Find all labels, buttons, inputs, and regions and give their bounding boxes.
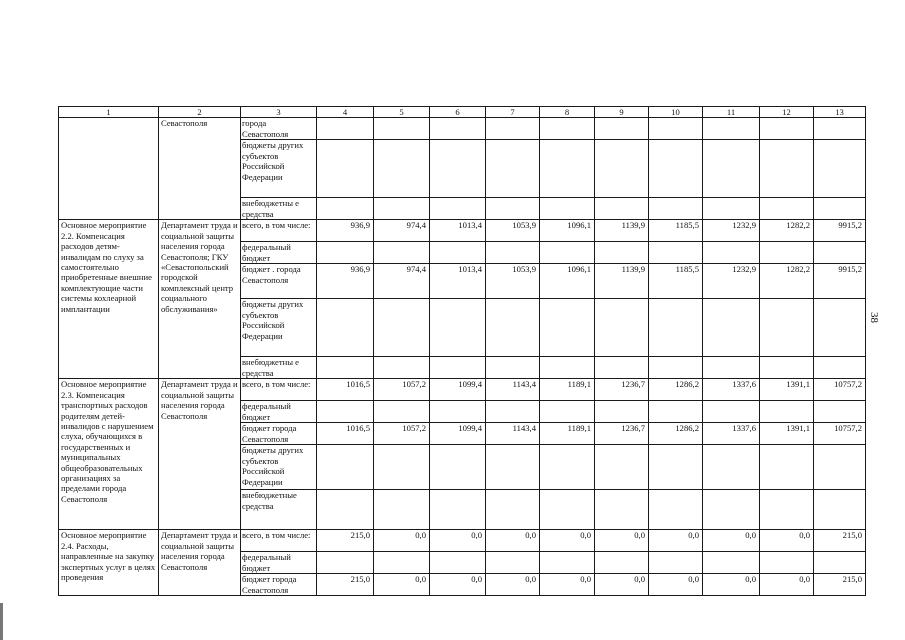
value-cell	[649, 299, 703, 357]
value-cell	[430, 299, 486, 357]
table-row	[59, 530, 866, 552]
value-cell: 0,0	[486, 530, 540, 552]
value-cell	[317, 490, 374, 530]
executor-cell: Департамент труда и социальной защиты населения города Севастополя; ГКУ «Севастопольский городской комплексный центр социального обслуживания»	[159, 220, 241, 379]
value-cell	[649, 490, 703, 530]
funding-source-cell: бюджет города Севастополя	[241, 423, 317, 445]
value-cell: 0,0	[703, 574, 760, 596]
funding-source-cell: бюджеты других субъектов Российской Федерации	[241, 445, 317, 490]
value-cell	[760, 242, 814, 264]
value-cell	[814, 490, 866, 530]
value-cell	[760, 445, 814, 490]
value-cell: 936,9	[317, 220, 374, 242]
value-cell	[540, 140, 595, 198]
value-cell	[649, 445, 703, 490]
value-cell	[649, 140, 703, 198]
value-cell	[430, 552, 486, 574]
value-cell	[760, 357, 814, 379]
value-cell	[374, 552, 430, 574]
value-cell: 0,0	[649, 530, 703, 552]
value-cell	[317, 445, 374, 490]
value-cell	[703, 490, 760, 530]
value-cell	[486, 357, 540, 379]
value-cell	[430, 198, 486, 220]
table-row	[59, 379, 866, 401]
value-cell: 1189,1	[540, 379, 595, 401]
value-cell	[540, 552, 595, 574]
value-cell	[317, 401, 374, 423]
value-cell	[430, 357, 486, 379]
value-cell	[486, 490, 540, 530]
value-cell	[430, 445, 486, 490]
value-cell	[703, 242, 760, 264]
column-number: 1	[59, 107, 159, 118]
value-cell	[374, 198, 430, 220]
value-cell	[486, 140, 540, 198]
value-cell: 1139,9	[595, 264, 649, 299]
value-cell: 0,0	[486, 574, 540, 596]
value-cell	[317, 357, 374, 379]
value-cell: 1016,5	[317, 379, 374, 401]
value-cell: 1096,1	[540, 264, 595, 299]
value-cell	[760, 198, 814, 220]
value-cell: 1057,2	[374, 423, 430, 445]
value-cell	[374, 140, 430, 198]
value-cell: 215,0	[814, 574, 866, 596]
value-cell: 1099,4	[430, 379, 486, 401]
column-number: 9	[595, 107, 649, 118]
value-cell: 1016,5	[317, 423, 374, 445]
value-cell: 10757,2	[814, 423, 866, 445]
executor-cell: Департамент труда и социальной защиты населения города Севастополя	[159, 379, 241, 530]
column-number: 11	[703, 107, 760, 118]
value-cell: 0,0	[760, 574, 814, 596]
value-cell	[430, 242, 486, 264]
value-cell	[540, 118, 595, 140]
value-cell: 9915,2	[814, 220, 866, 242]
value-cell	[760, 299, 814, 357]
column-number: 8	[540, 107, 595, 118]
value-cell: 1185,5	[649, 264, 703, 299]
value-cell	[760, 140, 814, 198]
table-header-row	[59, 107, 866, 118]
value-cell	[540, 445, 595, 490]
value-cell: 0,0	[595, 574, 649, 596]
value-cell	[540, 198, 595, 220]
value-cell	[595, 299, 649, 357]
value-cell: 1391,1	[760, 379, 814, 401]
value-cell	[703, 552, 760, 574]
funding-source-cell: внебюджетны е средства	[241, 357, 317, 379]
value-cell: 974,4	[374, 220, 430, 242]
value-cell	[486, 299, 540, 357]
value-cell	[760, 401, 814, 423]
column-number: 5	[374, 107, 430, 118]
value-cell: 1013,4	[430, 220, 486, 242]
value-cell	[703, 299, 760, 357]
value-cell	[814, 198, 866, 220]
value-cell	[814, 242, 866, 264]
table-row	[59, 118, 866, 140]
value-cell	[649, 401, 703, 423]
value-cell	[814, 401, 866, 423]
value-cell: 0,0	[595, 530, 649, 552]
value-cell: 1057,2	[374, 379, 430, 401]
column-number: 4	[317, 107, 374, 118]
value-cell	[595, 118, 649, 140]
value-cell	[703, 445, 760, 490]
value-cell: 1189,1	[540, 423, 595, 445]
value-cell: 0,0	[760, 530, 814, 552]
value-cell	[430, 401, 486, 423]
value-cell: 1282,2	[760, 220, 814, 242]
funding-source-cell: всего, в том числе:	[241, 379, 317, 401]
value-cell	[814, 299, 866, 357]
value-cell	[814, 445, 866, 490]
value-cell: 1139,9	[595, 220, 649, 242]
value-cell	[540, 490, 595, 530]
value-cell: 1286,2	[649, 379, 703, 401]
column-number: 7	[486, 107, 540, 118]
value-cell	[595, 357, 649, 379]
measure-cell	[59, 118, 159, 220]
value-cell	[703, 118, 760, 140]
funding-source-cell: бюджет города Севастополя	[241, 574, 317, 596]
value-cell: 1391,1	[760, 423, 814, 445]
value-cell	[814, 118, 866, 140]
value-cell	[430, 140, 486, 198]
value-cell	[540, 357, 595, 379]
funding-source-cell: внебюджетные средства	[241, 490, 317, 530]
value-cell	[540, 401, 595, 423]
column-number: 10	[649, 107, 703, 118]
value-cell	[595, 401, 649, 423]
value-cell: 0,0	[430, 574, 486, 596]
value-cell	[430, 490, 486, 530]
funding-source-cell: федеральный бюджет	[241, 242, 317, 264]
value-cell	[374, 490, 430, 530]
value-cell: 1143,4	[486, 423, 540, 445]
funding-source-cell: всего, в том числе:	[241, 220, 317, 242]
value-cell: 0,0	[649, 574, 703, 596]
value-cell	[374, 118, 430, 140]
value-cell	[703, 140, 760, 198]
column-number: 6	[430, 107, 486, 118]
value-cell: 1185,5	[649, 220, 703, 242]
value-cell	[649, 552, 703, 574]
value-cell: 1286,2	[649, 423, 703, 445]
funding-source-cell: бюджет . города Севастополя	[241, 264, 317, 299]
value-cell	[595, 445, 649, 490]
measure-name-cell: Основное мероприятие 2.4. Расходы, направленные на закупку экспертных услуг в целях проведения	[59, 530, 159, 596]
value-cell	[317, 118, 374, 140]
value-cell: 0,0	[430, 530, 486, 552]
executor-cell: Севастополя	[159, 118, 241, 220]
value-cell: 10757,2	[814, 379, 866, 401]
value-cell: 1053,9	[486, 264, 540, 299]
value-cell	[703, 198, 760, 220]
funding-source-cell: внебюджетны е средства	[241, 198, 317, 220]
budget-table	[58, 106, 866, 596]
funding-source-cell: федеральный бюджет	[241, 401, 317, 423]
value-cell	[595, 552, 649, 574]
funding-source-cell: бюджеты других субъектов Российской Федерации	[241, 299, 317, 357]
column-number: 2	[159, 107, 241, 118]
value-cell: 1143,4	[486, 379, 540, 401]
value-cell	[649, 118, 703, 140]
table-row	[59, 220, 866, 242]
value-cell: 0,0	[374, 530, 430, 552]
value-cell: 1099,4	[430, 423, 486, 445]
column-number: 3	[241, 107, 317, 118]
value-cell	[374, 299, 430, 357]
value-cell	[486, 552, 540, 574]
value-cell	[595, 198, 649, 220]
value-cell: 1053,9	[486, 220, 540, 242]
value-cell: 1282,2	[760, 264, 814, 299]
value-cell	[374, 357, 430, 379]
value-cell: 1337,6	[703, 379, 760, 401]
value-cell: 215,0	[814, 530, 866, 552]
value-cell: 1337,6	[703, 423, 760, 445]
value-cell	[814, 552, 866, 574]
value-cell	[317, 198, 374, 220]
value-cell	[595, 242, 649, 264]
value-cell: 974,4	[374, 264, 430, 299]
value-cell	[595, 490, 649, 530]
value-cell: 1232,9	[703, 264, 760, 299]
value-cell	[703, 357, 760, 379]
value-cell	[317, 140, 374, 198]
value-cell	[317, 299, 374, 357]
measure-name-cell: Основное мероприятие 2.3. Компенсация транспортных расходов родителям детей-инвалидов с нарушением слуха, обучающихся в государственных и муниципальных общеобразовательных организациях за пределами города Севастополя	[59, 379, 159, 530]
value-cell: 0,0	[703, 530, 760, 552]
value-cell	[374, 242, 430, 264]
value-cell	[486, 118, 540, 140]
value-cell	[703, 401, 760, 423]
value-cell	[760, 552, 814, 574]
value-cell	[760, 118, 814, 140]
value-cell	[649, 357, 703, 379]
funding-source-cell: бюджеты других субъектов Российской Федерации	[241, 140, 317, 198]
value-cell: 1096,1	[540, 220, 595, 242]
value-cell	[486, 401, 540, 423]
value-cell: 1013,4	[430, 264, 486, 299]
value-cell	[317, 552, 374, 574]
scan-edge-mark	[0, 603, 3, 640]
value-cell	[760, 490, 814, 530]
funding-source-cell: всего, в том числе:	[241, 530, 317, 552]
value-cell	[649, 242, 703, 264]
value-cell: 215,0	[317, 530, 374, 552]
value-cell	[486, 242, 540, 264]
column-number: 13	[814, 107, 866, 118]
value-cell: 9915,2	[814, 264, 866, 299]
column-number: 12	[760, 107, 814, 118]
value-cell: 1236,7	[595, 423, 649, 445]
value-cell	[486, 445, 540, 490]
value-cell	[595, 140, 649, 198]
value-cell	[540, 299, 595, 357]
value-cell	[814, 357, 866, 379]
value-cell: 0,0	[540, 530, 595, 552]
value-cell: 215,0	[317, 574, 374, 596]
value-cell	[374, 401, 430, 423]
executor-cell: Департамент труда и социальной защиты населения города Севастополя	[159, 530, 241, 596]
measure-name-cell: Основное мероприятие 2.2. Компенсация расходов детям-инвалидам по слуху за самостоятельно приобретенные внешние комплектующие части системы кохлеарной имплантации	[59, 220, 159, 379]
value-cell: 1236,7	[595, 379, 649, 401]
value-cell	[486, 198, 540, 220]
funding-source-cell: города Севастополя	[241, 118, 317, 140]
value-cell: 0,0	[540, 574, 595, 596]
value-cell	[317, 242, 374, 264]
value-cell	[649, 198, 703, 220]
value-cell	[814, 140, 866, 198]
value-cell: 1232,9	[703, 220, 760, 242]
value-cell	[374, 445, 430, 490]
value-cell	[430, 118, 486, 140]
value-cell	[540, 242, 595, 264]
value-cell: 936,9	[317, 264, 374, 299]
funding-source-cell: федеральный бюджет	[241, 552, 317, 574]
page-number: 38	[868, 312, 880, 323]
value-cell: 0,0	[374, 574, 430, 596]
